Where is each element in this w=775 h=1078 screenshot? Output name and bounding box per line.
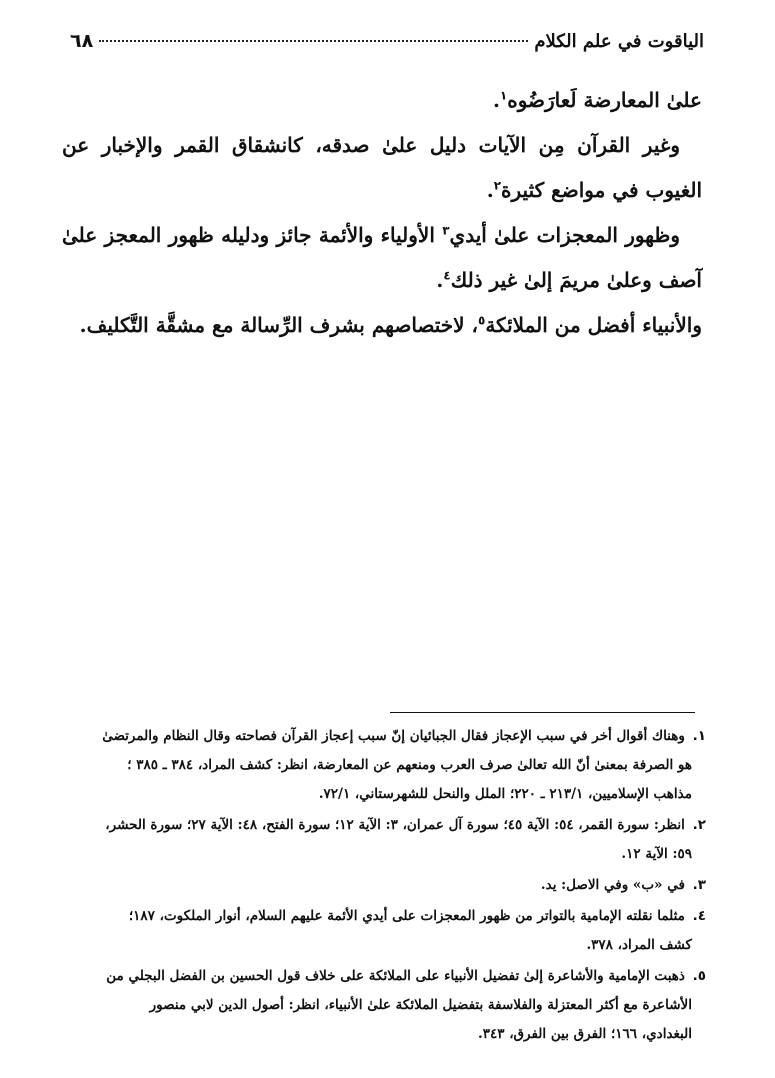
footnote-number: ٤. — [692, 908, 706, 924]
footnote-text: مذاهب الإسلاميين، ٢١٣/١ ـ ٢٢٠؛ الملل والنحل للشهرستاني، ٧٢/١. — [318, 786, 692, 802]
footnote-text: انظر: سورة القمر، ٥٤: الآية ٤٥؛ سورة آل عمران، ٣: الآية ١٢؛ سورة الفتح، ٤٨: الآية ٢٧؛ سورة الحشر، — [105, 817, 685, 833]
footnote-text: ٥٩: الآية ١٢. — [621, 846, 692, 862]
footnote-text: ذهبت الإمامية والأشاعرة إلىٰ تفضيل الأنبياء على الملائكة على خلاف قول الحسين بن الفضل البجلي من — [106, 968, 685, 984]
footnote-2 — [62, 811, 706, 869]
footnote-text: كشف المراد، ٣٧٨. — [586, 937, 692, 953]
paragraph-4-part-1: والأنبياء أفضل من الملائكة — [485, 313, 702, 337]
paragraph-2-end: . — [486, 178, 494, 202]
paragraph-2-line-2: مواضع كثيرة — [501, 178, 606, 202]
footnote-5 — [62, 962, 706, 1049]
footnote-3 — [62, 871, 706, 900]
footnote-4 — [62, 902, 706, 960]
footnote-number: ٥. — [692, 968, 706, 984]
footnote-separator — [390, 712, 695, 713]
main-text — [62, 78, 702, 348]
paragraph-3-part-2: الأولياء والأئمة جائز ودليله ظهور المعجز علىٰ — [62, 223, 435, 247]
footnotes — [62, 722, 706, 1051]
footnote-ref-4: ٤ — [443, 268, 451, 283]
paragraph-4-part-2: ، لاختصاصهم بشرف الرِّسالة مع مشقَّة التَّكليف. — [79, 313, 478, 337]
footnote-number: ٢. — [692, 817, 706, 833]
footnote-ref-1: ١ — [499, 88, 508, 103]
footnote-text: مثلما نقلته الإمامية بالتواتر من ظهور المعجزات على أيدي الأئمة عليهم السلام، أنوار الملكوت، ١٨٧؛ — [128, 908, 685, 924]
footnote-ref-2: ٢ — [493, 178, 502, 193]
footnote-1 — [62, 722, 706, 809]
running-header-title: الياقوت في علم الكلام — [534, 31, 704, 52]
paragraph-1 — [62, 78, 702, 123]
page-number: ٦٨ — [70, 30, 94, 52]
footnote-number: ١. — [692, 728, 706, 744]
footnote-text: البغدادي، ١٦٦؛ الفرق بين الفرق، ٣٤٣. — [478, 1026, 692, 1042]
header-dot-leader — [99, 40, 528, 42]
paragraph-1-text: علىٰ المعارضة لَعارَضُوه — [507, 88, 702, 112]
footnote-text: وهناك أقوال أخر في سبب الإعجاز فقال الجبائيان إنّ سبب إعجاز القرآن فصاحته وقال النظام والمرتضىٰ — [102, 728, 685, 744]
paragraph-3-line-2: آصف وعلىٰ مريمَ إلىٰ غير ذلك — [450, 268, 702, 292]
running-header — [62, 30, 704, 60]
footnote-text: الأشاعرة مع أكثر المعتزلة والفلاسفة بتفضيل الملائكة علىٰ الأنبياء، انظر: أصول الدين لابي منصور — [149, 997, 692, 1013]
footnote-ref-5: ٥ — [478, 313, 486, 328]
paragraph-3-part-1: وظهور المعجزات علىٰ أيدي — [449, 223, 680, 247]
paragraph-4 — [62, 303, 702, 348]
footnote-text: في «ب» وفي الاصل: يد. — [540, 877, 685, 893]
footnote-ref-3: ٣ — [442, 223, 450, 238]
footnote-number: ٣. — [692, 877, 706, 893]
paragraph-3-end: . — [436, 268, 444, 292]
paragraph-2 — [62, 123, 702, 213]
paragraph-1-end: . — [492, 88, 500, 112]
paragraph-3 — [62, 213, 702, 303]
paragraph-2-line-1: وغير القرآن مِن الآيات دليل علىٰ صدقه، كانشقاق القمر والإخبار عن الغيوب في — [62, 133, 702, 202]
footnote-text: هو الصرفة بمعنىٰ أنّ الله تعالىٰ صرف العرب ومنعهم عن المعارضة، انظر: كشف المراد، ٣٨٤ ـ ٣٨٥ ؛ — [127, 757, 692, 773]
